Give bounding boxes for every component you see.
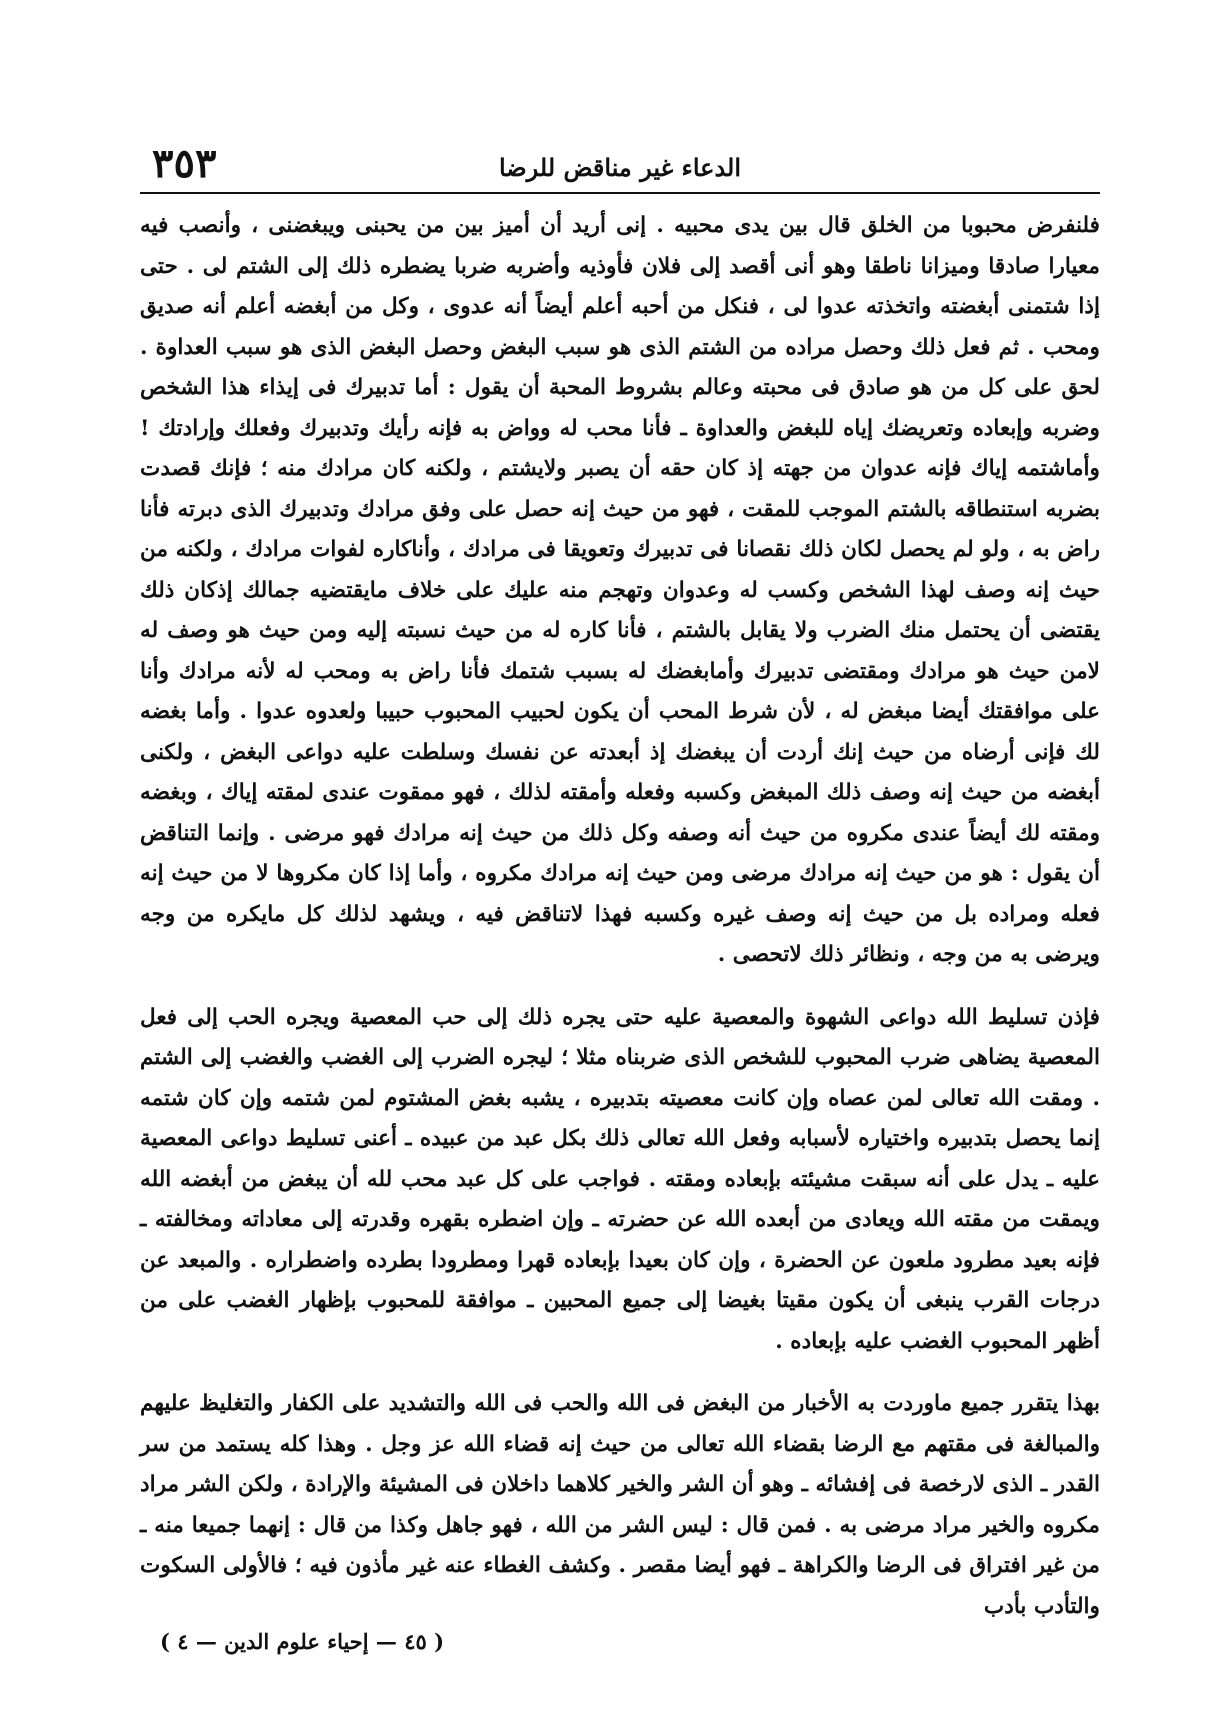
page-number: ٣٥٣ <box>152 140 217 187</box>
page-body <box>140 206 1100 1627</box>
running-title: الدعاء غير مناقض للرضا <box>498 153 742 182</box>
signature-mark: ( ٤٥ — إحياء علوم الدين — ٤ ) <box>160 1629 445 1654</box>
paragraph: بهذا يتقرر جميع ماوردت به الأخبار من البغض فى الله والحب فى الله والتشديد على الكفار والتغليظ عليهم والمبالغة فى مقتهم مع الرضا بقضاء الله تعالى من حيث إنه قضاء الله عز وجل . وهذا كله يستمد من سر القدر ـ الذى لارخصة فى إفشائه ـ وهو أن الشر والخير كلاهما داخلان فى المشيئة والإرادة ، ولكن الشر مراد مكروه والخير مراد مرضى به . فمن قال : ليس الشر من الله ، فهو جاهل وكذا من قال : إنهما جميعا منه ـ من غير افتراق فى الرضا والكراهة ـ فهو أيضا مقصر . وكشف الغطاء عنه غير مأذون فيه ؛ فالأولى السكوت والتأدب بأدب <box>140 1391 1100 1619</box>
paragraph: فلنفرض محبوبا من الخلق قال بين يدى محبيه . إنى أريد أن أميز بين من يحبنى ويبغضنى ، وأنصب فيه معيارا صادقا وميزانا ناطقا وهو أنى أقصد إلى فلان فأوذيه وأضربه ضربا يضطره ذلك إلى الشتم لى . حتى إذا شتمنى أبغضته واتخذته عدوا لى ، فنكل من أحبه أعلم أيضاً أنه عدوى ، وكل من أبغضه أعلم أنه صديق ومحب . ثم فعل ذلك وحصل مراده من الشتم الذى هو سبب البغض وحصل البغض الذى هو سبب العداوة . لحق على كل من هو صادق فى محبته وعالم بشروط المحبة أن يقول : أما تدبيرك فى إيذاء هذا الشخص وضربه وإبعاده وتعريضك إياه للبغض والعداوة ـ فأنا محب له وواض به فإنه رأيك وتدبيرك وفعلك وإرادتك ! وأماشتمه إياك فإنه عدوان من جهته إذ كان حقه أن يصبر ولايشتم ، ولكنه كان مرادك منه ؛ فإنك قصدت بضربه استنطاقه بالشتم الموجب للمقت ، فهو من حيث إنه حصل على وفق مرادك وتدبيرك الذى دبرته فأنا راض به ، ولو لم يحصل لكان ذلك نقصانا فى تدبيرك وتعويقا فى مرادك ، وأناكاره لفوات مرادك ، ولكنه من حيث إنه وصف لهذا الشخص وكسب له وعدوان وتهجم منه عليك على خلاف مايقتضيه جمالك إذكان ذلك يقتضى أن يحتمل منك الضرب ولا يقابل بالشتم ، فأنا كاره له من حيث نسبته إليه ومن حيث هو وصف له لامن حيث هو مرادك ومقتضى تدبيرك وأمابغضك له بسبب شتمك فأنا راض به ومحب له لأنه مرادك وأنا على موافقتك أيضا مبغض له ، لأن شرط المحب أن يكون لحبيب المحبوب حبيبا ولعدوه عدوا . وأما بغضه لك فإنى أرضاه من حيث إنك أردت أن يبغضك إذ أبعدته عن نفسك وسلطت عليه دواعى البغض ، ولكنى أبغضه من حيث إنه وصف ذلك المبغض وكسبه وفعله وأمقته لذلك ، فهو ممقوت عندى لمقته إياك ، وبغضه ومقته لك أيضاً عندى مكروه من حيث أنه وصفه وكل ذلك من حيث إنه مرادك فهو مرضى . وإنما التناقض أن يقول : هو من حيث إنه مرادك مرضى ومن حيث إنه مرادك مكروه ، وأما إذا كان مكروها لا من حيث إنه فعله ومراده بل من حيث إنه وصف غيره وكسبه فهذا لاتناقض فيه ، ويشهد لذلك كل مايكره من وجه ويرضى به من وجه ، ونظائر ذلك لاتحصى . <box>140 213 1100 967</box>
paragraph: فإذن تسليط الله دواعى الشهوة والمعصية عليه حتى يجره ذلك إلى حب المعصية ويجره الحب إلى فعل المعصية يضاهى ضرب المحبوب للشخص الذى ضربناه مثلا ؛ ليجره الضرب إلى الغضب والغضب إلى الشتم . ومقت الله تعالى لمن عصاه وإن كانت معصيته بتدبيره ، يشبه بغض المشتوم لمن شتمه وإن كان شتمه إنما يحصل بتدبيره واختياره لأسبابه وفعل الله تعالى ذلك بكل عبد من عبيده ـ أعنى تسليط دواعى المعصية عليه ـ يدل على أنه سبقت مشيئته بإبعاده ومقته . فواجب على كل عبد محب لله أن يبغض من أبغضه الله ويمقت من مقته الله ويعادى من أبعده الله عن حضرته ـ وإن اضطره بقهره وقدرته إلى معاداته ومخالفته ـ فإنه بعيد مطرود ملعون عن الحضرة ، وإن كان بعيدا بإبعاده قهرا ومطرودا بطرده واضطراره . والمبعد عن درجات القرب ينبغى أن يكون مقيتا بغيضا إلى جميع المحبين ـ موافقة للمحبوب بإظهار الغضب على من أظهر المحبوب الغضب عليه بإبعاده . <box>140 1004 1100 1354</box>
page-header <box>140 140 1100 194</box>
